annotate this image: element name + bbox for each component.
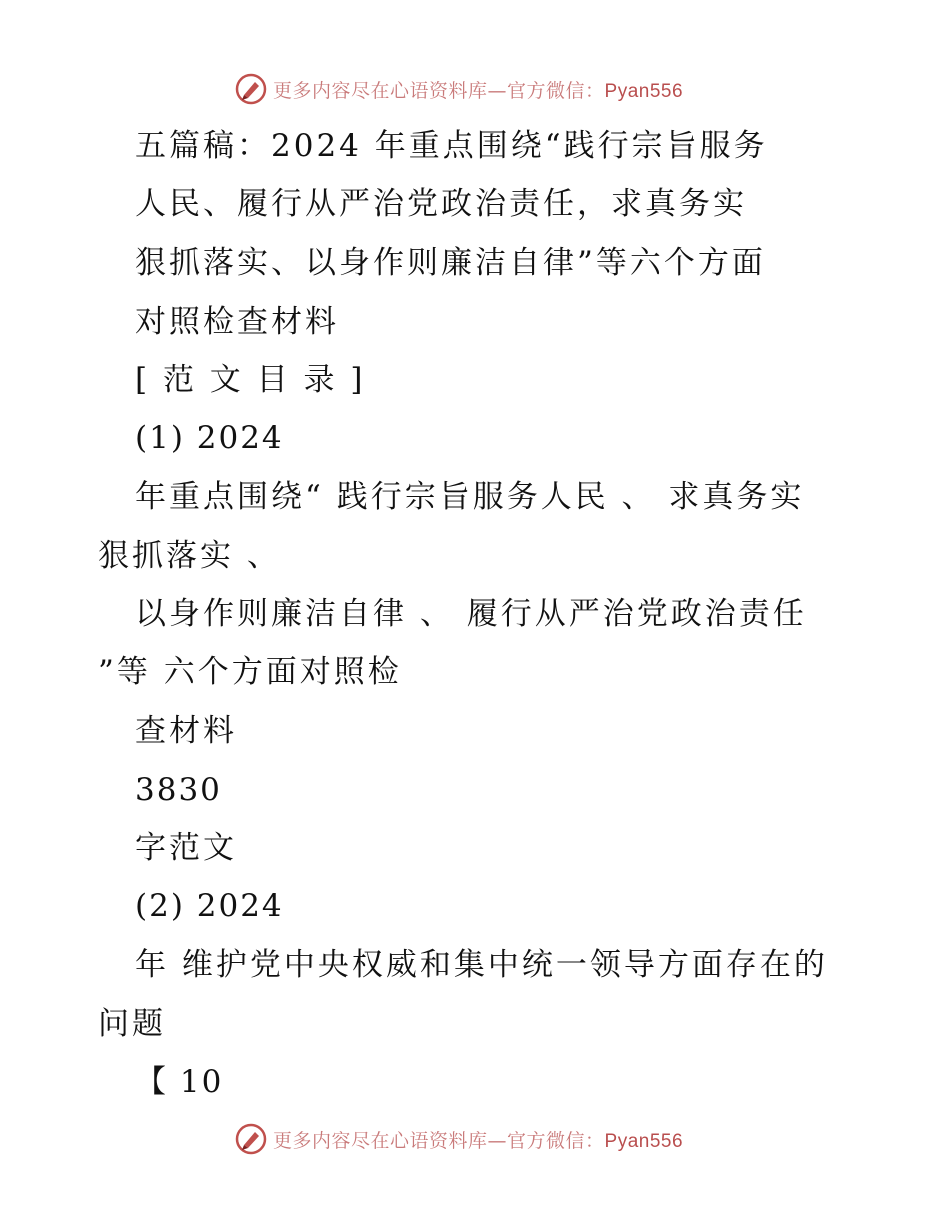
toc-item-1-number: (1) 2024 <box>135 420 284 456</box>
watermark-text: 更多内容尽在心语资料库—官方微信：Pyan556 <box>273 1129 684 1152</box>
toc-item-1-line-3: 以身作则廉洁自律 、 履行从严治党政治责任 <box>135 596 807 632</box>
watermark-wechat-id: Pyan556 <box>604 1130 684 1152</box>
title-line-1: 五篇稿：2024 年重点围绕“践行宗旨服务 <box>135 128 768 164</box>
toc-item-2-line-2: 问题 <box>98 1006 166 1042</box>
watermark-footer <box>235 1122 683 1156</box>
title-line-4: 对照检查材料 <box>135 304 339 340</box>
toc-item-1-line-5: 查材料 <box>135 713 237 749</box>
toc-item-1-word-count: 3830 <box>135 772 222 808</box>
toc-item-2-number: (2) 2024 <box>135 888 284 924</box>
toc-heading: [ 范 文 目 录 ] <box>135 362 366 398</box>
pen-logo-icon <box>235 1123 267 1155</box>
toc-item-1-line-2: 狠抓落实 、 <box>98 538 281 574</box>
watermark-header <box>235 72 683 106</box>
watermark-wechat-id: Pyan556 <box>604 80 684 102</box>
pen-logo-icon <box>235 73 267 105</box>
toc-item-2-line-1: 年 维护党中央权威和集中统一领导方面存在的 <box>135 947 828 983</box>
watermark-text: 更多内容尽在心语资料库—官方微信：Pyan556 <box>273 79 684 102</box>
toc-item-1-line-1: 年重点围绕“ 践行宗旨服务人民 、 求真务实 <box>135 479 805 515</box>
title-line-2: 人民、履行从严治党政治责任，求真务实 <box>135 186 747 222</box>
title-line-3: 狠抓落实、以身作则廉洁自律”等六个方面 <box>135 245 766 281</box>
toc-item-2-line-3: 【 10 <box>135 1064 224 1100</box>
toc-item-1-line-6: 字范文 <box>135 830 237 866</box>
toc-item-1-line-4: ”等 六个方面对照检 <box>98 654 402 690</box>
